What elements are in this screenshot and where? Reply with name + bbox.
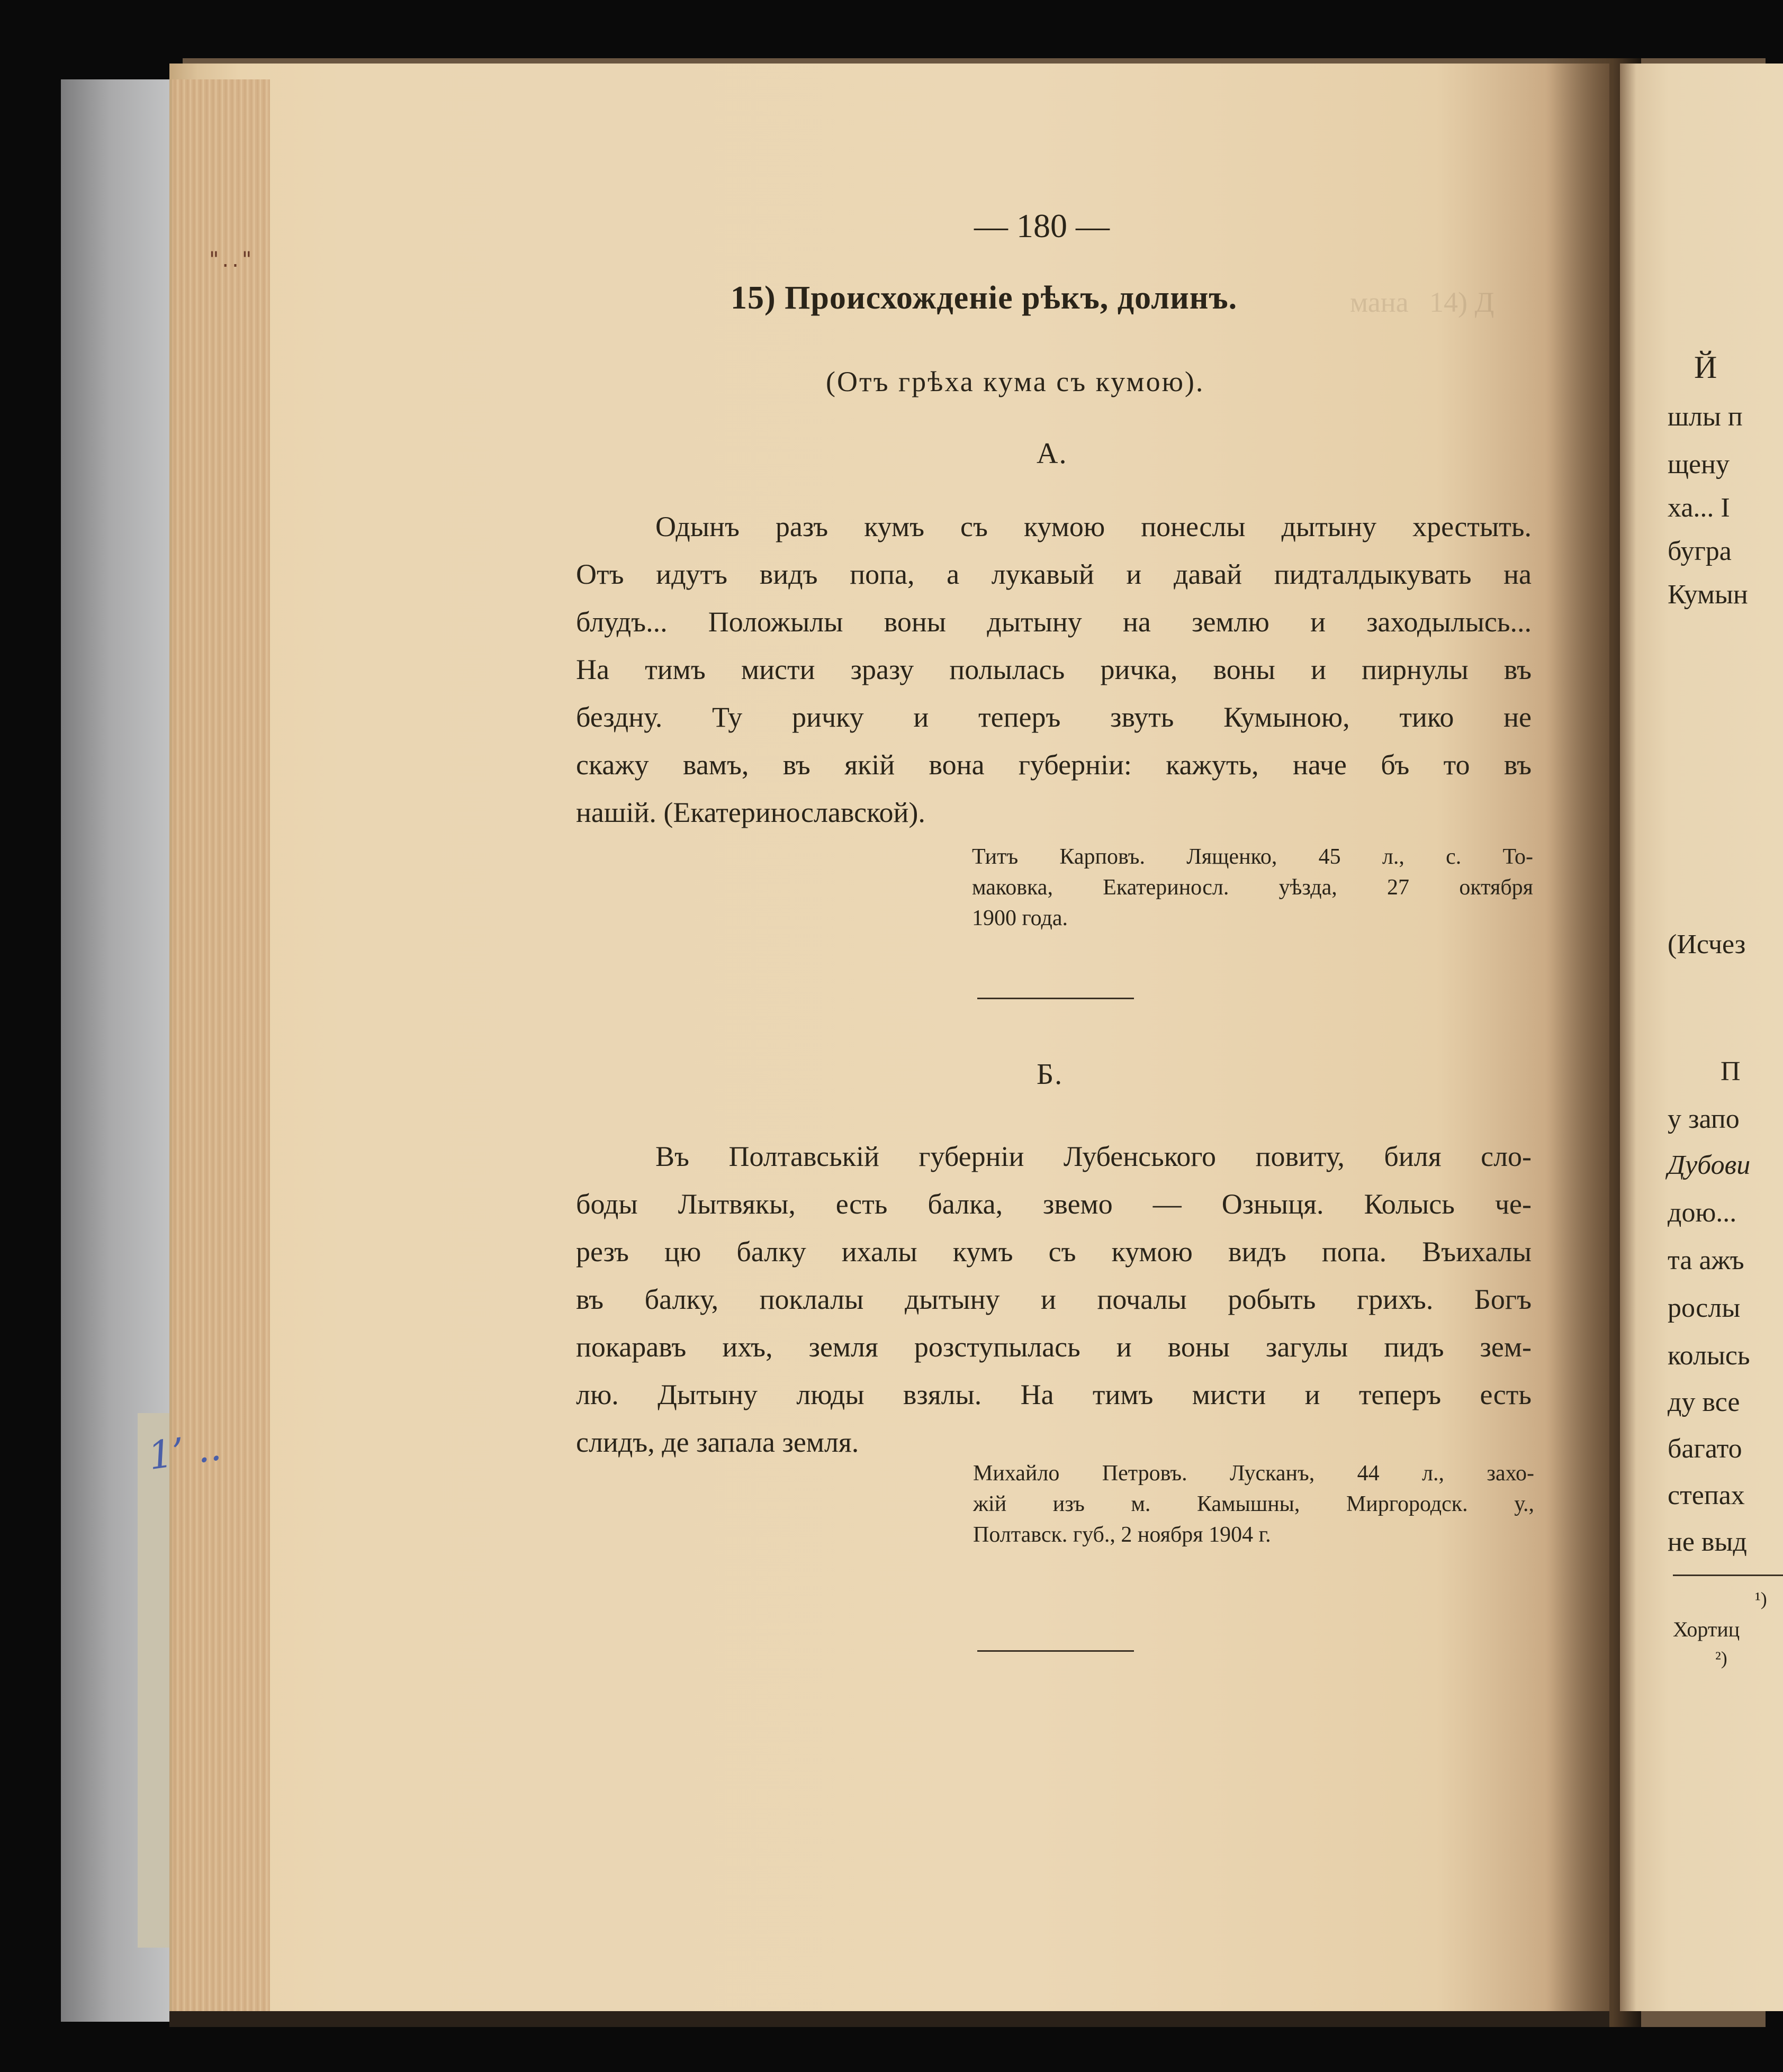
left-page — [169, 64, 1609, 2011]
page-bottom-shadow — [169, 2011, 1609, 2027]
attribution-line: Титъ Карповъ. Лященко, 45 л., с. То- — [972, 845, 1533, 869]
text-line: На тимъ мисти зразу полылась ричка, воны и пирнулы въ — [576, 654, 1532, 685]
text-line: боды Лытвякы, есть балка, звемо — Озныця. Колысь че- — [576, 1188, 1532, 1220]
handwritten-note: 1’ .. — [145, 1424, 224, 1479]
text-line: лю. Дытыну люды взялы. На тимъ мисти и теперъ есть — [576, 1379, 1532, 1410]
right-page-fragment: дою... — [1668, 1198, 1737, 1228]
right-page-fragment: ха... І — [1668, 493, 1730, 523]
right-page-fragment: ду все — [1668, 1387, 1740, 1417]
right-page-fragment: Дубови — [1668, 1150, 1751, 1180]
attribution-line: Полтавск. губ., 2 ноября 1904 г. — [973, 1523, 1271, 1547]
footnote-rule — [1673, 1575, 1783, 1576]
section-divider — [977, 998, 1134, 999]
page-number: — 180 — — [974, 207, 1110, 245]
text-line: Одынъ разъ кумъ съ кумою понеслы дытыну хрестыть. — [655, 511, 1532, 542]
text-line: Отъ идутъ видъ попа, а лукавый и давай пидталдыкувать на — [576, 558, 1532, 590]
text-line: скажу вамъ, въ якій вона губерніи: кажуть, наче бъ то въ — [576, 749, 1532, 781]
section-b-text — [576, 1133, 1532, 1466]
end-divider — [977, 1650, 1134, 1652]
right-page-fragment: рослы — [1668, 1293, 1741, 1323]
attribution-line: жій изъ м. Камышны, Миргородск. у., — [973, 1492, 1534, 1516]
text-line: слидъ, де запала земля. — [576, 1426, 859, 1458]
right-page-fragment: Й — [1694, 350, 1717, 385]
right-page-fragment: шлы п — [1668, 402, 1743, 432]
text-line: резъ цю балку ихалы кумъ съ кумою видъ попа. Въихалы — [576, 1236, 1532, 1268]
section-a-text — [576, 503, 1532, 836]
footnote-marker: ¹) — [1755, 1588, 1767, 1609]
footnote-marker: ²) — [1715, 1648, 1727, 1669]
text-line: въ балку, поклалы дытыну и почалы робыть грихъ. Богъ — [576, 1283, 1532, 1315]
section-b-heading: Б. — [1037, 1058, 1064, 1091]
right-page-fragment: багато — [1668, 1434, 1742, 1464]
right-page-fragment: Кумын — [1668, 580, 1748, 610]
text-line: блудъ... Положылы воны дытыну на землю и заходылысь... — [576, 606, 1532, 638]
right-page-fragment: щену — [1668, 449, 1730, 479]
chapter-title: 15) Происхожденіе рѣкъ, долинъ. — [731, 280, 1238, 316]
attribution-line: 1900 года. — [972, 906, 1068, 930]
text-line: бездну. Ту ричку и теперъ звуть Кумыною, тико не — [576, 701, 1532, 733]
bleed-through-heading: 14) Д — [1429, 286, 1494, 318]
attribution-line: маковка, Екатериносл. уѣзда, 27 октября — [972, 875, 1533, 900]
right-page-fragment: степах — [1668, 1480, 1745, 1510]
bleed-through-word: мана — [1350, 286, 1409, 318]
section-a-heading: А. — [1037, 437, 1068, 470]
text-line: Въ Полтавській губерніи Лубенського повиту, биля сло- — [655, 1141, 1532, 1172]
text-line: нашій. (Екатеринославской). — [576, 797, 925, 828]
right-page-fragment: колысь — [1668, 1341, 1750, 1371]
page-edges — [172, 79, 270, 2011]
section-a-attribution — [972, 842, 1533, 934]
right-page-fragment: П — [1721, 1056, 1741, 1087]
section-b-attribution — [973, 1458, 1534, 1550]
text-line: покаравъ ихъ, земля розступылась и воны загулы пидъ зем- — [576, 1331, 1532, 1363]
right-page-fragment: Хортиц — [1673, 1617, 1740, 1641]
margin-mark: ".." — [209, 248, 255, 272]
right-page-fragment: бугра — [1668, 536, 1732, 566]
right-page-fragment: та ажъ — [1668, 1245, 1744, 1275]
attribution-line: Михайло Петровъ. Лусканъ, 44 л., захо- — [973, 1461, 1534, 1486]
chapter-subtitle: (Отъ грѣха кума съ кумою). — [826, 366, 1205, 397]
right-page-fragment: (Исчез — [1668, 929, 1746, 960]
right-page-fragment: не выд — [1668, 1527, 1747, 1557]
right-page-fragment: у запо — [1668, 1104, 1740, 1134]
